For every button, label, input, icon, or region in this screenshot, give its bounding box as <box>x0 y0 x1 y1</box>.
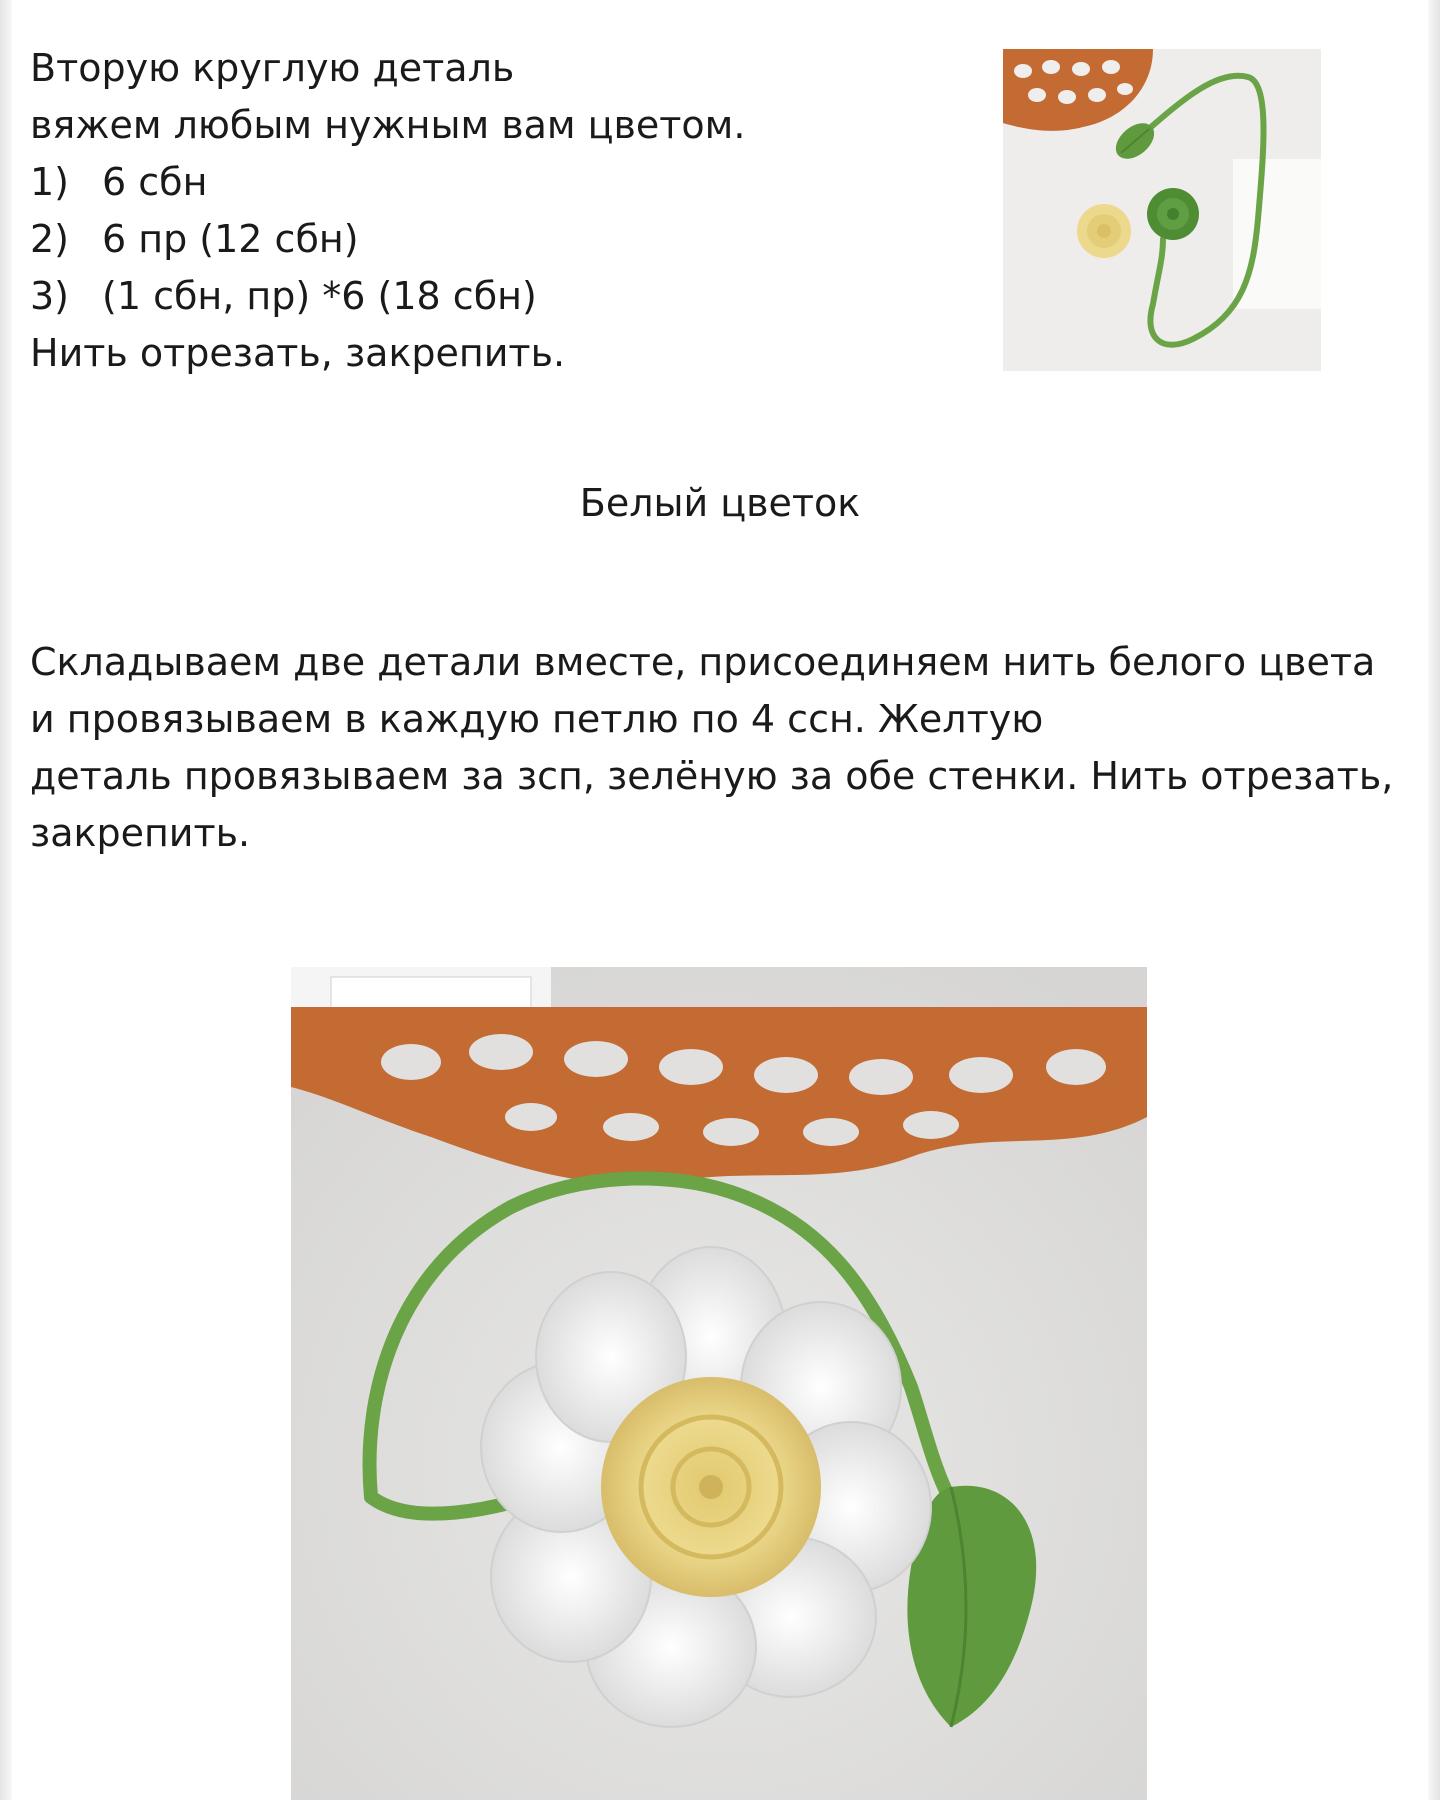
page-edge-left <box>0 0 12 1800</box>
crochet-parts-illustration <box>1003 49 1321 371</box>
step-row-2 <box>30 211 970 268</box>
step-text: 6 пр (12 сбн) <box>102 217 359 261</box>
intro-finish-line: Нить отрезать, закрепить. <box>30 331 566 375</box>
intro-line-1: Вторую круглую деталь <box>30 46 515 90</box>
body-line-3: деталь провязываем за зсп, зелёную за обе стенки. Нить отрезать, <box>30 754 1394 798</box>
body-line-4: закрепить. <box>30 811 251 855</box>
step-text: 6 сбн <box>102 160 208 204</box>
body-line-1: Складываем две детали вместе, присоединяем нить белого цвета <box>30 640 1376 684</box>
step-number: 3) <box>30 274 70 318</box>
intro-line-2: вяжем любым нужным вам цветом. <box>30 103 746 147</box>
assembly-instructions <box>30 634 1410 862</box>
step-row-3 <box>30 268 970 325</box>
step-row-1 <box>30 154 970 211</box>
crochet-parts-photo <box>1003 49 1321 371</box>
step-number: 2) <box>30 217 70 261</box>
page-edge-right <box>1428 0 1440 1800</box>
step-number: 1) <box>30 160 70 204</box>
intro-instructions <box>30 40 970 382</box>
body-line-2: и провязываем в каждую петлю по 4 ссн. Желтую <box>30 697 1044 741</box>
section-title: Белый цветок <box>579 481 861 525</box>
daisy-flower-photo <box>291 967 1147 1800</box>
daisy-flower-illustration <box>291 967 1147 1800</box>
step-text: (1 сбн, пр) *6 (18 сбн) <box>102 274 537 318</box>
